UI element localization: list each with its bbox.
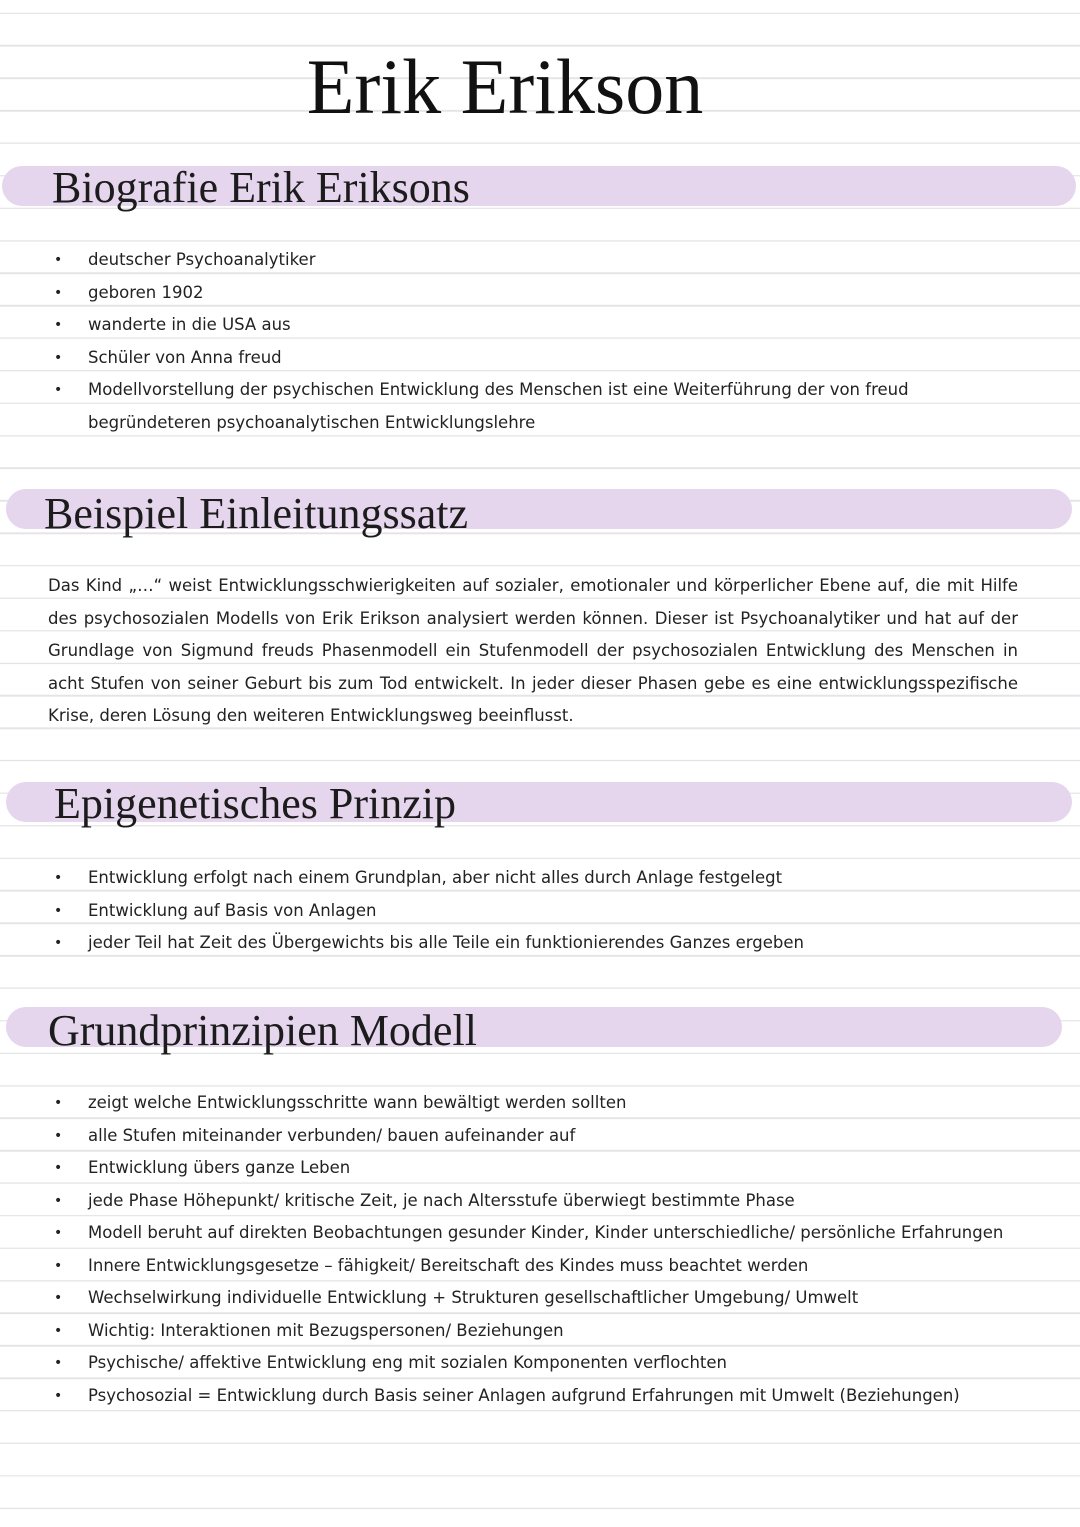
grundprinzipien-list	[54, 1087, 1044, 1412]
list-item: • Innere Entwicklungsgesetze – fähigkeit/ Bereitschaft des Kindes muss beachtet werden	[54, 1250, 1044, 1283]
list-item: • alle Stufen miteinander verbunden/ bauen aufeinander auf	[54, 1120, 1044, 1153]
list-item: • Entwicklung erfolgt nach einem Grundplan, aber nicht alles durch Anlage festgelegt	[54, 862, 954, 895]
list-item: • wanderte in die USA aus	[54, 309, 934, 342]
list-item: • deutscher Psychoanalytiker	[54, 244, 934, 277]
list-item: • Entwicklung übers ganze Leben	[54, 1152, 1044, 1185]
section-heading-grundprinzipien: Grundprinzipien Modell	[48, 1006, 477, 1055]
einleitungssatz-paragraph: Das Kind „…“ weist Entwicklungsschwierigkeiten auf sozialer, emotionaler und körperlicher Ebene auf, die mit Hilfe des psychosozialen Modells von Erik Erikson analysiert werden können. Dieser ist Psychoanalytiker und hat auf der Grundlage von Sigmund freuds Phasenmodell ein Stufenmodell der psychosozialen Entwicklung des Menschen in acht Stufen von seiner Geburt bis zum Tod entwickelt. In jeder dieser Phasen gebe es eine entwicklungsspezifische Krise, deren Lösung den weiteren Entwicklungsweg beeinflusst.	[48, 576, 1018, 725]
list-item: • zeigt welche Entwicklungsschritte wann bewältigt werden sollten	[54, 1087, 1044, 1120]
list-item: • Entwicklung auf Basis von Anlagen	[54, 895, 954, 928]
list-item: • Modellvorstellung der psychischen Entwicklung des Menschen ist eine Weiterführung der von freud begründeteren psychoanalytischen Entwicklungslehre	[54, 374, 934, 439]
section-heading-biografie: Biografie Erik Eriksons	[52, 163, 470, 212]
section-heading-einleitungssatz: Beispiel Einleitungssatz	[44, 489, 469, 538]
list-item: • Schüler von Anna freud	[54, 342, 934, 375]
section-heading-epigenetisch: Epigenetisches Prinzip	[54, 779, 457, 828]
epigenetisch-list	[54, 862, 954, 960]
list-item: • Modell beruht auf direkten Beobachtungen gesunder Kinder, Kinder unterschiedliche/ persönliche Erfahrungen	[54, 1217, 1044, 1250]
list-item: • Wechselwirkung individuelle Entwicklung + Strukturen gesellschaftlicher Umgebung/ Umwelt	[54, 1282, 1044, 1315]
list-item: • jede Phase Höhepunkt/ kritische Zeit, je nach Altersstufe überwiegt bestimmte Phase	[54, 1185, 1044, 1218]
list-item: • Psychosozial = Entwicklung durch Basis seiner Anlagen aufgrund Erfahrungen mit Umwelt (Beziehungen)	[54, 1380, 1044, 1413]
list-item: • jeder Teil hat Zeit des Übergewichts bis alle Teile ein funktionierendes Ganzes ergeben	[54, 927, 954, 960]
page-title: Erik Erikson	[306, 43, 704, 130]
list-item: • Wichtig: Interaktionen mit Bezugspersonen/ Beziehungen	[54, 1315, 1044, 1348]
list-item: • geboren 1902	[54, 277, 934, 310]
biografie-list	[54, 244, 934, 439]
list-item: • Psychische/ affektive Entwicklung eng mit sozialen Komponenten verflochten	[54, 1347, 1044, 1380]
